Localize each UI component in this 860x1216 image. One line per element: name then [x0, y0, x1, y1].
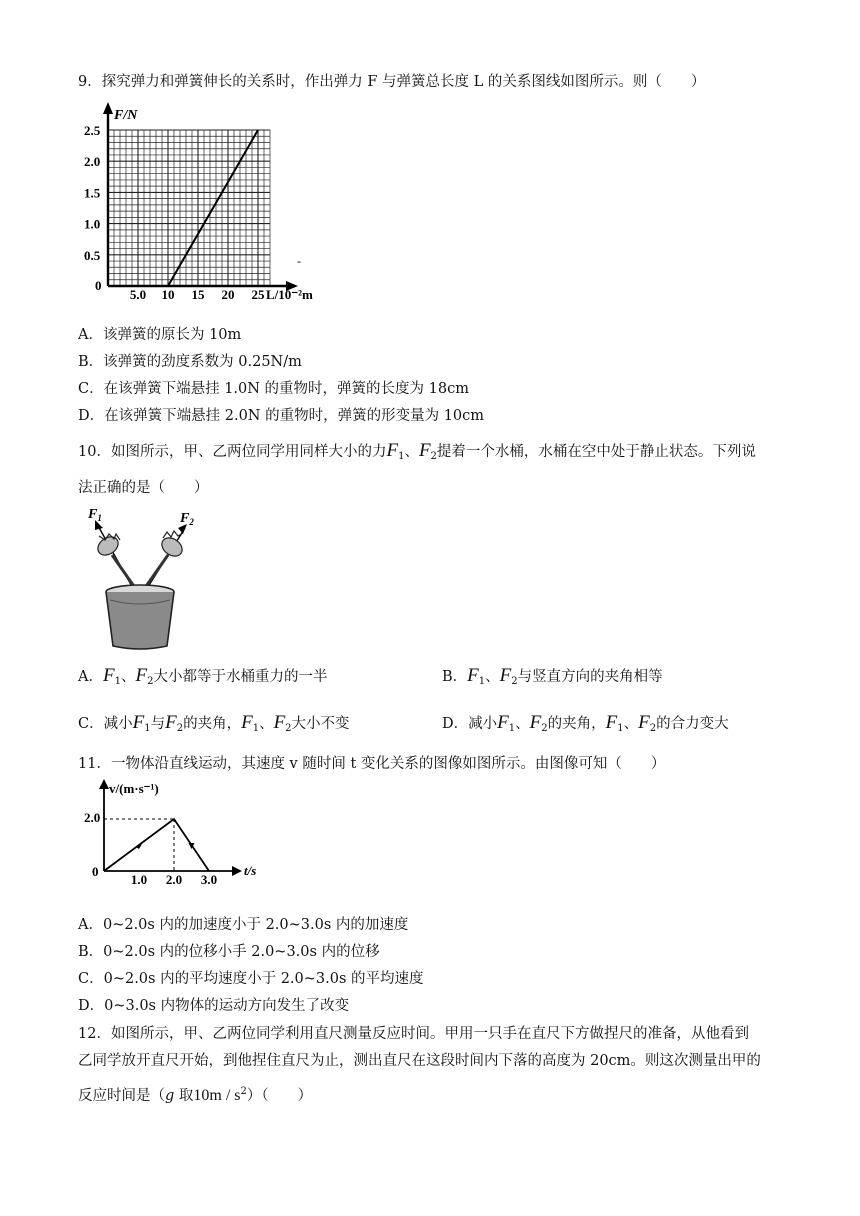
q10-option-b[interactable]: B．$F_1$、$F_2$与竖直方向的夹角相等	[442, 665, 663, 687]
x-tick-label: 10	[161, 287, 175, 302]
chart-y-axis-arrow	[99, 779, 109, 789]
chart-y-tick: 2.0	[84, 810, 101, 825]
x-tick-label: 25	[251, 287, 265, 302]
x-tick-label: 5.0	[129, 287, 147, 302]
chart-series-line	[168, 130, 258, 286]
spring-force-length-chart	[84, 100, 334, 306]
q11-option-c[interactable]: C．0~2.0s 内的平均速度小于 2.0~3.0s 的平均速度	[78, 971, 424, 987]
figure-f1-label: $F_1$	[88, 507, 102, 523]
chart-origin-label: 0	[95, 278, 102, 293]
q10-stem-line1: 10．如图所示，甲、乙两位同学用同样大小的力$F_1$、$F_2$提着一个水桶，水桶在空中处于静止状态。下列说	[78, 440, 756, 462]
chart-origin-label: 0	[92, 864, 99, 879]
y-tick-label: 1.5	[84, 185, 101, 201]
q12-line1: 12．如图所示，甲、乙两位同学利用直尺测量反应时间。甲用一只手在直尺下方做捏尺的准备，从他看到	[78, 1026, 749, 1042]
q10-option-a[interactable]: A．$F_1$、$F_2$大小都等于水桶重力的一半	[78, 665, 328, 687]
q11-option-b[interactable]: B．0~2.0s 内的位移小手 2.0~3.0s 内的位移	[78, 944, 380, 960]
q11-option-a[interactable]: A．0~2.0s 内的加速度小于 2.0~3.0s 内的加速度	[78, 917, 409, 933]
x-tick-label: 3.0	[200, 872, 218, 887]
q9-option-a[interactable]: A．该弹簧的原长为 10m	[78, 327, 242, 343]
y-tick-label: 1.0	[84, 216, 101, 232]
right-hand-icon	[158, 531, 185, 560]
y-tick-label: 0.5	[84, 247, 101, 263]
q9-stem: 9．探究弹力和弹簧伸长的关系时，作出弹力 F 与弹簧总长度 L 的关系图线如图所示。则（ ）	[78, 74, 706, 90]
chart-x-label: t/s	[244, 863, 257, 878]
q12-line2: 乙同学放开直尺开始，到他捏住直尺为止，测出直尺在这段时间内下落的高度为 20cm。则这次测量出甲的	[78, 1053, 761, 1069]
q10-option-c[interactable]: C．减小$F_1$与$F_2$的夹角，$F_1$、$F_2$大小不变	[78, 712, 350, 734]
left-hand-icon	[94, 533, 121, 559]
bucket-icon	[106, 585, 174, 649]
chart-grid	[108, 130, 270, 286]
x-tick-label: 1.0	[130, 872, 148, 887]
q10-stem-line2: 法正确的是（ ）	[78, 480, 209, 496]
chart-y-label: v/(m·s⁻¹)	[109, 781, 159, 796]
chart-y-label: F/N	[114, 108, 138, 123]
q11-stem: 11．一物体沿直线运动，其速度 v 随时间 t 变化关系的图像如图所示。由图像可知（ ）	[78, 756, 666, 772]
x-tick-label: 20	[221, 287, 235, 302]
q9-option-c[interactable]: C．在该弹簧下端悬挂 1.0N 的重物时，弹簧的长度为 18cm	[78, 381, 469, 397]
q9-option-b[interactable]: B．该弹簧的劲度系数为 0.25N/m	[78, 354, 302, 370]
bucket-figure	[82, 500, 202, 652]
chart-x-label: L/10⁻²m	[266, 287, 313, 302]
chart-y-axis-arrow	[103, 102, 113, 114]
x-tick-label: 2.0	[165, 872, 183, 887]
q12-line3: 反应时间是（g 取$10m / s^2$）（ ）	[78, 1086, 313, 1104]
figure-f2-label: $F_2$	[180, 511, 194, 527]
q10-option-d[interactable]: D．减小$F_1$、$F_2$的夹角，$F_1$、$F_2$的合力变大	[442, 712, 729, 734]
stray-mark: -	[297, 254, 301, 268]
y-tick-label: 2.5	[84, 123, 101, 138]
series-line	[168, 130, 258, 286]
q11-option-d[interactable]: D．0~3.0s 内物体的运动方向发生了改变	[78, 998, 350, 1014]
velocity-time-chart	[84, 776, 284, 894]
chart-x-axis-arrow	[232, 866, 242, 876]
q9-option-d[interactable]: D．在该弹簧下端悬挂 2.0N 的重物时，弹簧的形变量为 10cm	[78, 408, 485, 424]
y-tick-label: 2.0	[84, 154, 101, 170]
x-tick-label: 15	[191, 287, 205, 302]
